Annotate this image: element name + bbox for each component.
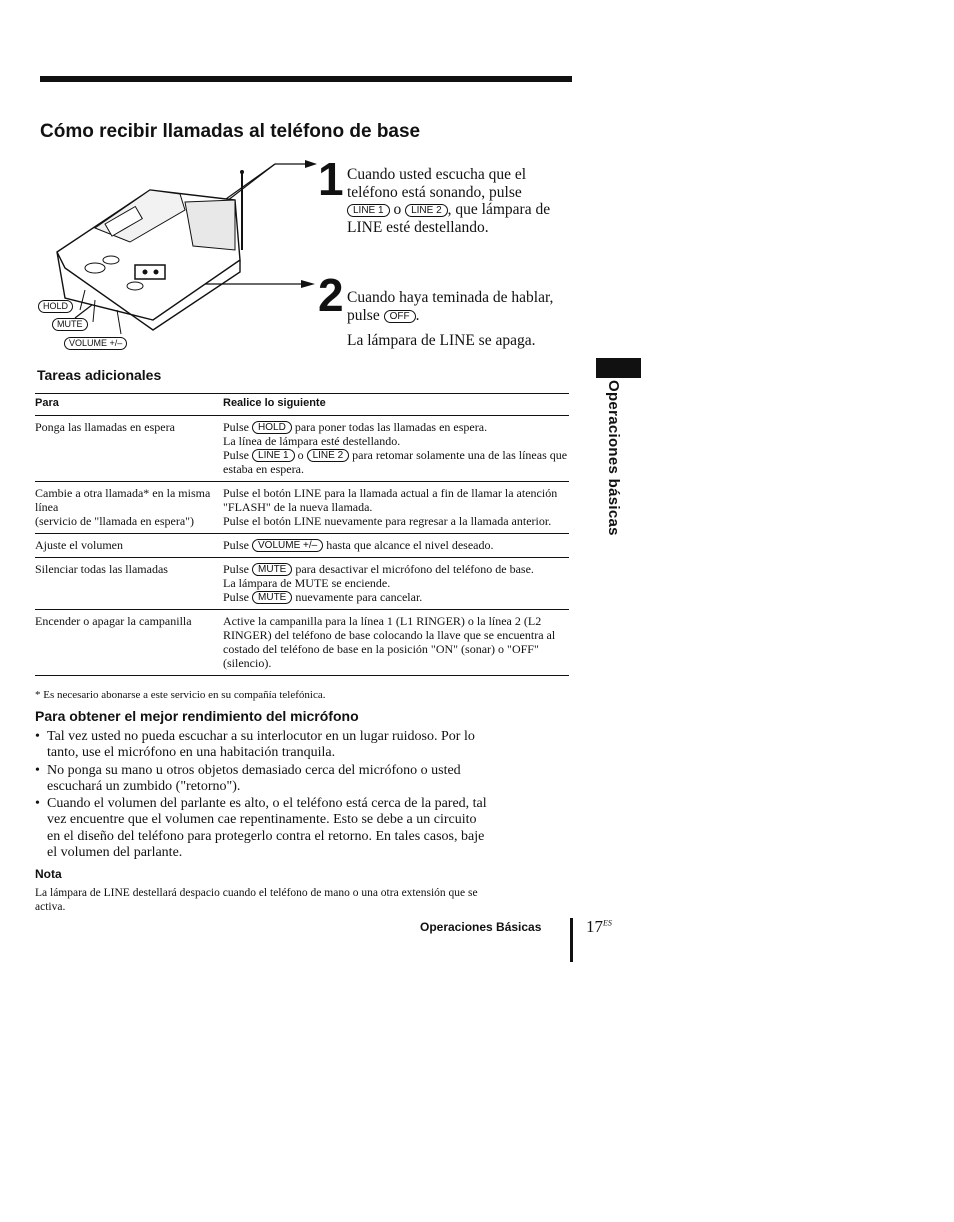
step-2-result: La lámpara de LINE se apaga. [347,332,536,349]
tasks-table [35,393,569,676]
volume-key-label: VOLUME +/– [64,337,127,350]
table-row [35,534,569,558]
list-item: • Cuando el volumen del parlante es alto, o el teléfono está cerca de la pared, tal vez encuentre que el volumen cae repentinamente. Esto se debe a un circuito en el diseño del teléfono para protegerlo contra el retorno. En tales casos, baje el volumen del parlante. [47,796,492,861]
note-heading: Nota [35,867,62,881]
footer-divider [570,918,573,962]
page-number: $17^{ES}$ [586,917,612,936]
table-cell-action: Pulse el botón LINE para la llamada actual a fin de llamar la atención "FLASH" de la nueva llamada. Pulse el botón LINE nuevamente para regresar a la llamada anterior. [223,482,569,534]
section-heading: Tareas adicionales [37,367,162,383]
table-cell-action: Pulse MUTE para desactivar el micrófono del teléfono de base. La lámpara de MUTE se enciende. Pulse MUTE nuevamente para cancelar. [223,558,569,610]
table-cell-action: Active la campanilla para la línea 1 (L1 RINGER) o la línea 2 (L2 RINGER) del teléfono de base colocando la llave que se encuentra al costado del teléfono de base en la posición "ON" (sonar) o "OFF" (silencio). [223,610,569,676]
side-tab-marker [596,358,641,378]
table-row [35,558,569,610]
subheading-microphone: Para obtener el mejor rendimiento del micrófono [35,708,359,724]
mute-key-label: MUTE [52,318,88,331]
step-1-text: Cuando usted escucha que el teléfono está sonando, pulse LINE 1 o LINE 2 , que lámpara de LINE esté destellando. [347,166,551,236]
top-rule [40,76,572,82]
tips-list [35,729,492,862]
note-text: La lámpara de LINE destellará despacio cuando el teléfono de mano o una otra extensión que se activa. [35,887,478,913]
table-row [35,482,569,534]
table-cell-task: Encender o apagar la campanilla [35,610,223,676]
table-cell-action: Pulse VOLUME +/– hasta que alcance el nivel deseado. [223,534,569,558]
step-2-text: Cuando haya teminada de hablar, pulse OFF . [347,289,554,324]
table-cell-task: Ponga las llamadas en espera [35,416,223,482]
list-item: • No ponga su mano u otros objetos demasiado cerca del micrófono o usted escuchará un zumbido ("retorno"). [47,763,492,796]
step-2-number: 2 [318,269,344,321]
volume-callout [64,334,127,352]
list-item: • Tal vez usted no pueda escuchar a su interlocutor en un lugar ruidoso. Por lo tanto, use el micrófono en una habitación tranquila. [47,729,492,762]
table-row [35,416,569,482]
step-1-number: 1 [318,153,344,205]
mute-callout [52,315,88,333]
page-title: Cómo recibir llamadas al teléfono de base [40,121,421,142]
col-header-action: Realice lo siguiente [223,394,569,416]
off-key: OFF [384,310,416,323]
footer-section: Operaciones Básicas [420,920,542,934]
table-cell-task: Ajuste el volumen [35,534,223,558]
table-cell-task: Silenciar todas las llamadas [35,558,223,610]
footnote: * Es necesario abonarse a este servicio en su compañía telefónica. [35,689,326,701]
table-row [35,610,569,676]
side-tab-label: Operaciones básicas [605,380,622,536]
col-header-para: Para [35,394,223,416]
line2-key: LINE 2 [405,204,448,217]
hold-key-label: HOLD [38,300,73,313]
table-cell-action: Pulse HOLD para poner todas las llamadas en espera. La línea de lámpara esté destellando. Pulse LINE 1 o LINE 2 para retomar solamente una de las líneas que estaba en espera. [223,416,569,482]
hold-callout [38,297,73,315]
line1-key: LINE 1 [347,204,390,217]
table-cell-task: Cambie a otra llamada* en la misma línea (servicio de "llamada en espera") [35,482,223,534]
